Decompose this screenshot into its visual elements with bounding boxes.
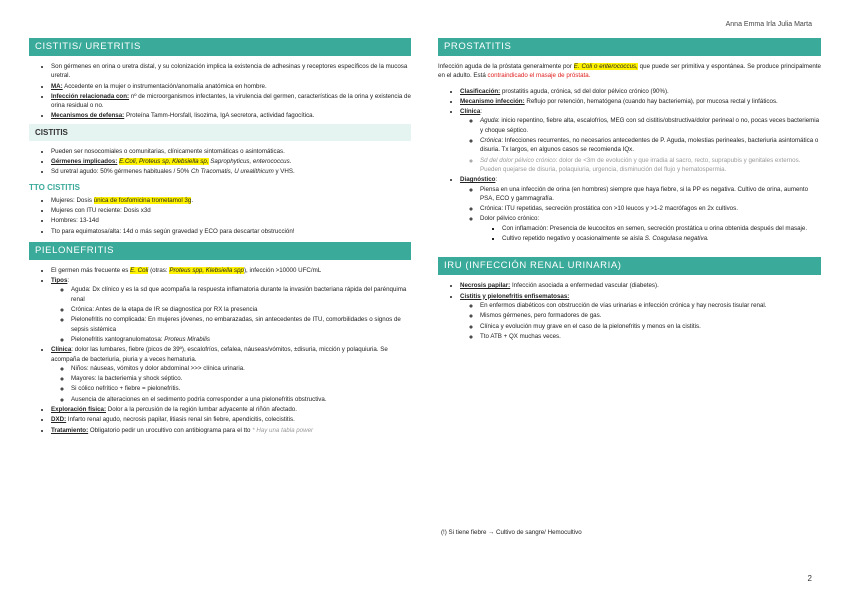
list-item: • DXD: Infarto renal agudo, necrosis papilar, litiasis renal sin fiebre, apendicitis, colecistitis.	[51, 415, 411, 424]
sub-item: ◦ Crónica: Antes de la etapa de IR se diagnostica por RX la presencia	[71, 305, 411, 314]
list-item: • Mecanismos de defensa: Proteína Tamm-Horsfall, lisozima, IgA secretora, actividad fagocítica.	[51, 111, 411, 120]
sub-item: ◦ Mayores: la bacteriemia y shock séptico.	[71, 374, 411, 383]
sub-item: ◦ Dolor pélvico crónico: ▪ Con inflamación: Presencia de leucocitos en semen, secreción prostática u orina obtenida después del masaje. ▪ Cultivo repetido negativo y ocasionalmente se aísla S. Coagulasa negativa.	[480, 214, 821, 243]
right-column	[438, 38, 821, 342]
section-header-cistitis: CISTITIS	[29, 124, 411, 141]
sub-item: ◦ Clínica y evolución muy grave en el caso de la pielonefritis y menos en la cistitis.	[480, 322, 821, 331]
list-item: • Diagnóstico: ◦ Piensa en una infección de orina (en hombres) siempre que haya fiebre, si la PP es negativa. Cultivo de orina, aumento PSA, ECO y gammagrafía. ◦ Crónica: ITU repetidas, secreción prostática con >10 leucos y >1-2 macrófagos en 2x cultivos. ◦ Dolor pélvico crónico: ▪ Con inflamación: Presencia de leucocitos en semen, secreción prostática u orina obtenida después del masaje. ▪ Cultivo repetido negativo y ocasionalmente se aísla S. Coagulasa negativa.	[460, 175, 821, 243]
list-item: • Tto para equimatosa/alta: 14d o más según gravedad y ECO para descartar obstrucción!	[51, 227, 411, 236]
cistitis-list	[29, 147, 411, 177]
sub-item: ◦ Mismos gérmenes, pero formadores de gas.	[480, 311, 821, 320]
section-header-cistitis-uretritis: CISTITIS/ URETRITIS	[29, 38, 411, 56]
sub-item: ◦ Sd del dolor pélvico crónico: dolor de <3m de evolución y que irradia al sacro, recto, suprapubis y genitales externos. Pueden quejarse de disuria, polaquiuria, urgencia, disminución del flujo y hematospermia.	[480, 156, 821, 175]
sub-item: ◦ Si cólico nefrítico + fiebre = pielonefritis.	[71, 384, 411, 393]
section-header-tto-cistitis: TTO CISTITIS	[29, 182, 80, 192]
sub-item: ◦ Pielonefritis no complicada: En mujeres jóvenes, no embarazadas, sin antecedentes de ITU, comorbilidades o signos de sepsis sistémica	[71, 315, 411, 334]
list-item: • Cistitis y pielonefritis enfisematosas: ◦ En enfermos diabéticos con obstrucción de vías urinarias e infección crónica y hay necrosis tisular renal. ◦ Mismos gérmenes, pero formadores de gas. ◦ Clínica y evolución muy grave en el caso de la pielonefritis y menos en la cistitis. ◦ Tto ATB + QX muchas veces.	[460, 292, 821, 341]
sub-item: ◦ Aguda: Dx clínico y es la sd que acompaña la respuesta inflamatoria durante la invasión bacteriana rápida del parénquima renal	[71, 285, 411, 304]
sub-item: ◦ Tto ATB + QX muchas veces.	[480, 332, 821, 341]
tto-cistitis-list	[29, 196, 411, 236]
list-item: • Exploración física: Dolor a la percusión de la región lumbar adyacente al riñón afectado.	[51, 405, 411, 414]
sub-sub-item: ▪ Con inflamación: Presencia de leucocitos en semen, secreción prostática u orina obtenida después del masaje.	[502, 224, 821, 233]
list-item: • El germen más frecuente es E. Coli (otras: Proteus spp, Klebsiella spp), infección >10000 UFC/mL	[51, 266, 411, 275]
sub-item: ◦ Ausencia de alteraciones en el sedimento podría corresponder a una pielonefritis obstructiva.	[71, 395, 411, 404]
sub-item: ◦ Piensa en una infección de orina (en hombres) siempre que haya fiebre, si la PP es negativa. Cultivo de orina, aumento PSA, ECO y gammagrafía.	[480, 185, 821, 204]
section-header-prostatitis: PROSTATITIS	[438, 38, 821, 56]
section-header-iru: IRU (INFECCIÓN RENAL URINARIA)	[438, 257, 821, 275]
sub-item: ◦ Niños: náuseas, vómitos y dolor abdominal >>> clínica urinaria.	[71, 364, 411, 373]
fever-note: (!) Si tiene fiebre → Cultivo de sangre/ Hemocultivo	[441, 529, 582, 536]
list-item: • Clínica: ◦ Aguda: inicio repentino, fiebre alta, escalofríos, MEG con sd cistitis/obstructiva/dolor perineal o no, pocas veces bacteriemia y choque séptico. ◦ Crónica: Infecciones recurrentes, no necesarios antecedentes de P. Aguda, molestias perineales, bacteriuria asintomática o disuria. Tx largos, en algunos casos se recomienda IQx. ◦ Sd del dolor pélvico crónico: dolor de <3m de evolución y que irradia al sacro, recto, suprapubis y genitales externos. Pueden quejarse de disuria, polaquiuria, urgencia, disminución del flujo y hematospermia.	[460, 107, 821, 174]
list-item: • MA: Accedente en la mujer o instrumentación/anomalía anatómica en hombre.	[51, 82, 411, 91]
pielonefritis-list	[29, 266, 411, 435]
page-number: 2	[807, 574, 812, 583]
list-item: • Necrosis papilar: Infección asociada a enfermedad vascular (diabetes).	[460, 281, 821, 290]
sub-item: ◦ Crónica: Infecciones recurrentes, no necesarios antecedentes de P. Aguda, molestias perineales, bacteriuria asintomática o disuria. Tx largos, en algunos casos se recomienda IQx.	[480, 136, 821, 155]
list-item: • Pueden ser nosocomiales o comunitarias, clínicamente sintomáticas o asintomáticas.	[51, 147, 411, 156]
sub-item: ◦ En enfermos diabéticos con obstrucción de vías urinarias e infección crónica y hay necrosis tisular renal.	[480, 301, 821, 310]
list-item: • Sd uretral agudo: 50% gérmenes habituales / 50% Ch Tracomatis, U urealithicum y VHS.	[51, 167, 411, 176]
prostatitis-intro: Infección aguda de la próstata generalmente por E. Coli o enterococcus, que puede ser primitiva y espontánea. Se produce principalmente en el adulto. Está contraindicado el masaje de próstata.	[438, 63, 821, 80]
list-item: • Gérmenes implicados: E.Coli, Proteus sp, Klebsiella sp, Saprophyticus, enterococcus.	[51, 157, 411, 166]
list-item: • Clasificación: prostatitis aguda, crónica, sd del dolor pélvico crónico (90%).	[460, 87, 821, 96]
sub-item: ◦ Aguda: inicio repentino, fiebre alta, escalofríos, MEG con sd cistitis/obstructiva/dolor perineal o no, pocas veces bacteriemia y choque séptico.	[480, 116, 821, 135]
list-item: • Hombres: 13-14d	[51, 216, 411, 225]
list-item: • Mecanismo infección: Reflujo por retención, hematógena (cuando hay bacteriemia), por mucosa rectal y linfáticos.	[460, 97, 821, 106]
list-item: • Tipos: ◦ Aguda: Dx clínico y es la sd que acompaña la respuesta inflamatoria durante la invasión bacteriana rápida del parénquima renal ◦ Crónica: Antes de la etapa de IR se diagnostica por RX la presencia ◦ Pielonefritis no complicada: En mujeres jóvenes, no embarazadas, sin antecedentes de ITU, comorbilidades o signos de sepsis sistémica ◦ Pielonefritis xantogranulomatosa: Proteus Mirabilis	[51, 276, 411, 344]
list-item: • Son gérmenes en orina o uretra distal, y su colonización implica la existencia de adhesinas y receptores específicos de la mucosa uretral.	[51, 62, 411, 81]
left-column	[29, 38, 411, 436]
list-item: • Infección relacionada con: nº de microorganismos infectantes, la virulencia del germen, características de la orina y existencia de orina residual o no.	[51, 92, 411, 111]
prostatitis-list	[438, 87, 821, 244]
sub-sub-item: ▪ Cultivo repetido negativo y ocasionalmente se aísla S. Coagulasa negativa.	[502, 234, 821, 243]
list-item: • Mujeres con ITU reciente: Dosis x3d	[51, 206, 411, 215]
cistitis-uretritis-list	[29, 62, 411, 121]
list-item: • Clínica: dolor las lumbares, fiebre (picos de 39º), escalofríos, cefalea, náuseas/vómitos, ±disuria, micción y polaquiuria. Se acompaña de bacteriuria, piuria y a veces hematuria. ◦ Niños: náuseas, vómitos y dolor abdominal >>> clínica urinaria. ◦ Mayores: la bacteriemia y shock séptico. ◦ Si cólico nefrítico + fiebre = pielonefritis. ◦ Ausencia de alteraciones en el sedimento podría corresponder a una pielonefritis obstructiva.	[51, 345, 411, 404]
section-header-pielonefritis: PIELONEFRITIS	[29, 242, 411, 260]
sub-item: ◦ Pielonefritis xantogranulomatosa: Proteus Mirabilis	[71, 335, 411, 344]
list-item: • Tratamiento: Obligatorio pedir un urocultivo con antibiograma para el tto * Hay una tabla power	[51, 426, 411, 435]
iru-list	[438, 281, 821, 341]
list-item: • Mujeres: Dosis única de fosfomicina trometamol 3g.	[51, 196, 411, 205]
sub-item: ◦ Crónica: ITU repetidas, secreción prostática con >10 leucos y >1-2 macrófagos en 2x cultivos.	[480, 204, 821, 213]
author-name: Anna Emma Irla Julia Marta	[725, 21, 812, 28]
